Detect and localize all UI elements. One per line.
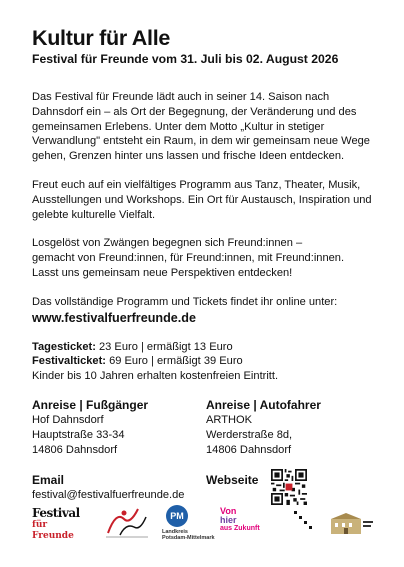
day-ticket-price: 23 Euro | ermäßigt 13 Euro (99, 340, 233, 353)
festival-logo-top: Festival (32, 506, 80, 520)
website-link[interactable]: www.festivalfuerfreunde.de (32, 310, 196, 325)
arrival-foot-heading: Anreise | Fußgänger (32, 397, 149, 412)
arrival-car-heading: Anreise | Autofahrer (206, 397, 321, 412)
festival-ticket (32, 354, 380, 369)
festival-ticket-label: Festivalticket: (32, 355, 106, 368)
vonhier-text-3: aus Zukunft (220, 525, 260, 532)
ticket-info (32, 340, 380, 384)
arrival-car-street: Werderstraße 8d, (206, 428, 293, 441)
intro-paragraph: Das Festival für Freunde lädt auch in seiner 14. Saison nach Dahnsdorf ein – als Ort der Begegnung, der Veränderung und des gemeinsamen Erlebens. Unter dem Motto „Kultur in stetiger Verwandlung" entsteht ein Raum, in dem wir gemeinsam neue Wege gehen, Grenzen hinter uns lassen und frische Ideen entdecken. (32, 91, 370, 163)
program-paragraph: Freut euch auf ein vielfältiges Programm aus Tanz, Theater, Musik, Ausstellungen und Workshops. Ein Ort für Austausch, Inspiration und gelebte kulturelle Vielfalt. (32, 178, 372, 221)
page-title: Kultur für Alle (32, 26, 171, 50)
festival-ticket-price: 69 Euro | ermäßigt 39 Euro (109, 355, 243, 368)
arrival-foot (32, 398, 206, 457)
arrival-section (32, 398, 380, 457)
day-ticket (32, 340, 380, 355)
page-subtitle: Festival für Freunde vom 31. Juli bis 02. August 2026 (32, 52, 339, 66)
website-heading: Webseite (206, 473, 259, 488)
dancer-logo-icon (102, 505, 150, 539)
pm-badge: PM (166, 505, 188, 527)
email-address[interactable]: festival@festivalfuerfreunde.de (32, 489, 185, 502)
kids-info: Kinder bis 10 Jahren erhalten kostenfreien Eintritt. (32, 370, 279, 383)
arrival-foot-street: Hauptstraße 33-34 (32, 428, 125, 441)
motto-line: gemacht von Freund:innen, für Freund:innen, mit Freund:innen. (32, 252, 345, 265)
vonhier-text-2: hier (220, 515, 237, 525)
landkreis-text-2: Potsdam-Mittelmark (162, 535, 215, 541)
email-block (32, 473, 206, 505)
day-ticket-label: Tagesticket: (32, 340, 96, 353)
motto-line: Lasst uns gemeinsam neue Perspektiven entdecken! (32, 266, 293, 279)
vonhier-text-1: Von (220, 506, 237, 516)
festival-logo (32, 506, 80, 542)
flyer-page (32, 26, 380, 505)
website-block (206, 473, 380, 505)
vonhier-logo (220, 507, 280, 533)
arrival-car (206, 398, 380, 457)
motto-line: Losgelöst von Zwängen begegnen sich Freund:innen – (32, 237, 303, 250)
contact-section (32, 473, 380, 505)
motto-paragraph (32, 236, 380, 280)
building-logo-icon (330, 513, 374, 535)
sponsor-logos (32, 505, 377, 545)
arrival-foot-name: Hof Dahnsdorf (32, 413, 104, 426)
program-info-text: Das vollständige Programm und Tickets findet ihr online unter: (32, 295, 338, 308)
festival-logo-bottom: für Freunde (32, 520, 74, 541)
arrival-foot-city: 14806 Dahnsdorf (32, 443, 118, 456)
arthok-logo-icon (292, 509, 314, 535)
email-heading: Email (32, 473, 65, 488)
arrival-car-city: 14806 Dahnsdorf (206, 443, 292, 456)
qr-code-icon[interactable] (271, 469, 307, 505)
landkreis-logo (162, 505, 222, 541)
arrival-car-name: ARTHOK (206, 413, 253, 426)
landkreis-text-1: Landkreis (162, 529, 188, 535)
